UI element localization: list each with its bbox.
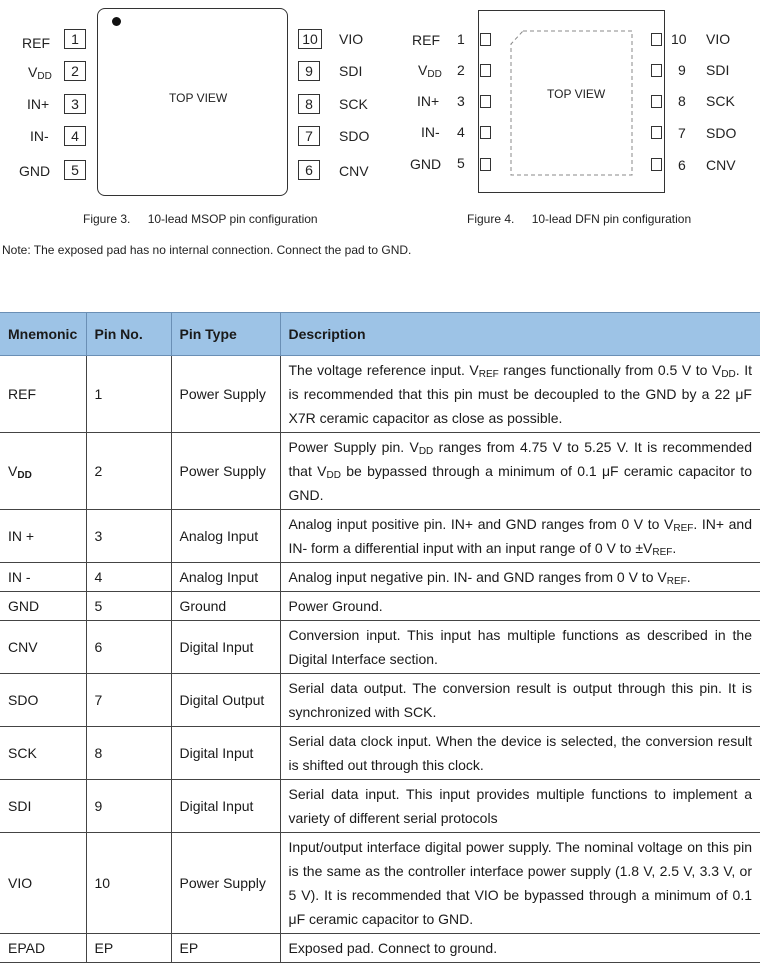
- msop-pin-label-gnd: GND: [19, 163, 51, 179]
- dfn-pin-number-1: 1: [457, 31, 465, 47]
- table-row: [0, 833, 760, 934]
- dfn-top-view-label: TOP VIEW: [547, 87, 606, 101]
- msop-pin-number-9: 9: [298, 61, 320, 81]
- msop-pin-number-4: 4: [64, 126, 86, 146]
- figure-4-number: Figure 4.: [467, 212, 515, 226]
- cell-pin: 6: [86, 621, 171, 674]
- subscript: REF: [478, 369, 499, 380]
- dfn-vdd-subscript: DD: [427, 69, 442, 80]
- dfn-pin-label-in-plus: IN+: [417, 93, 440, 109]
- dfn-pad-5: [480, 158, 491, 171]
- cell-type: Power Supply: [171, 356, 280, 433]
- dfn-pin-number-10: 10: [671, 31, 687, 47]
- dfn-pad-9: [651, 64, 662, 77]
- header-mnemonic: Mnemonic: [0, 313, 86, 356]
- cell-description: Serial data input. This input provides multiple functions to implement a variety of different serial protocols: [280, 780, 760, 833]
- dfn-pad-2: [480, 64, 491, 77]
- msop-pin-number-8: 8: [298, 94, 320, 114]
- cell-type: Analog Input: [171, 510, 280, 563]
- cell-pin: EP: [86, 934, 171, 963]
- cell-pin: 1: [86, 356, 171, 433]
- cell-description: Input/output interface digital power supply. The nominal voltage on this pin is the same as the controller interface power supply (1.8 V, 2.5 V, 3.3 V, or 5 V). It is recommended that VIO be bypassed through a minimum of 0.1 μF ceramic capacitor to GND.: [280, 833, 760, 934]
- dfn-pin-label-sdo: SDO: [706, 125, 737, 141]
- figure-3-number: Figure 3.: [83, 212, 131, 226]
- dfn-pin-number-3: 3: [457, 93, 465, 109]
- msop-pin-label-vdd: $V_{DD}$: [28, 64, 52, 82]
- dfn-pin-label-cnv: CNV: [706, 157, 736, 173]
- cell-mnemonic: SCK: [0, 727, 86, 780]
- msop-pin-label-sdo: SDO: [339, 128, 370, 144]
- cell-mnemonic: VIO: [0, 833, 86, 934]
- table-row: [0, 563, 760, 592]
- cell-description: Serial data clock input. When the device is selected, the conversion result is shifted out through this clock.: [280, 727, 760, 780]
- msop-vdd-subscript: DD: [37, 71, 52, 82]
- dfn-pin-label-sck: SCK: [706, 93, 735, 109]
- pin-description-table: [0, 312, 760, 963]
- dfn-pin-label-vdd: $V_{DD}$: [418, 62, 442, 80]
- cell-pin: 7: [86, 674, 171, 727]
- msop-pin-label-sdi: SDI: [339, 63, 363, 79]
- dfn-pin-label-in-minus: IN-: [421, 124, 440, 140]
- cell-type: Power Supply: [171, 433, 280, 510]
- cell-pin: 2: [86, 433, 171, 510]
- msop-pin-number-7: 7: [298, 126, 320, 146]
- table-header-row: [0, 313, 760, 356]
- dfn-pad-8: [651, 95, 662, 108]
- dfn-exposed-pad-outline: [505, 30, 637, 178]
- msop-pin-number-6: 6: [298, 160, 320, 180]
- cell-type: Ground: [171, 592, 280, 621]
- msop-pin-number-1: 1: [64, 29, 86, 49]
- cell-description: The voltage reference input. $V_{REF}$ ranges functionally from 0.5 V to $V_{DD}$. It is recommended that this pin must be decoupled to the GND by a 22 μF X7R ceramic capacitor as close as possible.: [280, 356, 760, 433]
- figure-3-caption: [83, 212, 318, 226]
- figure-3-title: 10-lead MSOP pin configuration: [147, 212, 318, 226]
- table-row: [0, 621, 760, 674]
- dfn-pin-number-8: 8: [678, 93, 686, 109]
- msop-top-view-label: TOP VIEW: [169, 91, 228, 105]
- subscript: REF: [673, 523, 694, 534]
- header-description: Description: [280, 313, 760, 356]
- dfn-pin-number-7: 7: [678, 125, 686, 141]
- cell-description: Exposed pad. Connect to ground.: [280, 934, 760, 963]
- cell-description: Power Supply pin. $V_{DD}$ ranges from 4.75 V to 5.25 V. It is recommended that $V_{DD}$ be bypassed through a minimum of 0.1 μF ceramic capacitor to GND.: [280, 433, 760, 510]
- table-row: [0, 592, 760, 621]
- cell-pin: 8: [86, 727, 171, 780]
- cell-description: Power Ground.: [280, 592, 760, 621]
- dfn-pin-label-sdi: SDI: [706, 62, 730, 78]
- msop-pin-label-in-minus: IN-: [30, 128, 49, 144]
- cell-type: Analog Input: [171, 563, 280, 592]
- msop-pin-label-sck: SCK: [339, 96, 368, 112]
- exposed-pad-note: Note: The exposed pad has no internal connection. Connect the pad to GND.: [2, 243, 412, 257]
- cell-pin: 10: [86, 833, 171, 934]
- subscript: DD: [326, 470, 341, 481]
- table-row: [0, 356, 760, 433]
- pin1-dot-icon: [112, 17, 121, 26]
- dfn-pad-4: [480, 126, 491, 139]
- cell-type: Digital Input: [171, 780, 280, 833]
- cell-description: Conversion input. This input has multiple functions as described in the Digital Interface section.: [280, 621, 760, 674]
- subscript: DD: [418, 446, 434, 457]
- figure-4-title: 10-lead DFN pin configuration: [531, 212, 692, 226]
- cell-mnemonic: IN -: [0, 563, 86, 592]
- subscript: REF: [666, 576, 687, 587]
- dfn-pad-6: [651, 158, 662, 171]
- cell-pin: 5: [86, 592, 171, 621]
- dfn-pin-number-2: 2: [457, 62, 465, 78]
- cell-mnemonic: REF: [0, 356, 86, 433]
- table-body: [0, 356, 760, 963]
- dfn-pad-3: [480, 95, 491, 108]
- figure-4-caption: [467, 212, 691, 226]
- cell-description: Analog input positive pin. IN+ and GND ranges from 0 V to $V_{REF}$. IN+ and IN- form a differential input with an input range of 0 V to $\pm V_{REF}$.: [280, 510, 760, 563]
- cell-mnemonic: CNV: [0, 621, 86, 674]
- cell-type: EP: [171, 934, 280, 963]
- cell-type: Digital Output: [171, 674, 280, 727]
- cell-type: Digital Input: [171, 727, 280, 780]
- table-row: [0, 510, 760, 563]
- msop-pin-label-ref: REF: [22, 35, 50, 51]
- cell-mnemonic: GND: [0, 592, 86, 621]
- table-row: [0, 934, 760, 963]
- cell-pin: 9: [86, 780, 171, 833]
- cell-mnemonic: IN +: [0, 510, 86, 563]
- cell-mnemonic: $V_{DD}$: [0, 433, 86, 510]
- cell-pin: 3: [86, 510, 171, 563]
- table-row: [0, 727, 760, 780]
- dfn-pin-label-vio: VIO: [706, 31, 731, 47]
- dfn-pin-number-5: 5: [457, 155, 465, 171]
- subscript: REF: [652, 547, 673, 558]
- cell-mnemonic: SDI: [0, 780, 86, 833]
- dfn-pad-7: [651, 126, 662, 139]
- table-row: [0, 674, 760, 727]
- msop-pin-number-3: 3: [64, 94, 86, 114]
- msop-pin-number-10: 10: [298, 29, 322, 49]
- dfn-pin-label-ref: REF: [412, 32, 440, 48]
- cell-type: Power Supply: [171, 833, 280, 934]
- msop-pin-number-5: 5: [64, 160, 86, 180]
- msop-pin-number-2: 2: [64, 61, 86, 81]
- table-row: [0, 433, 760, 510]
- msop-pin-label-vio: VIO: [339, 31, 364, 47]
- cell-description: Serial data output. The conversion result is output through this pin. It is synchronized with SCK.: [280, 674, 760, 727]
- header-pin-no: Pin No.: [86, 313, 171, 356]
- dfn-pad-10: [651, 33, 662, 46]
- msop-pin-label-in-plus: IN+: [27, 96, 50, 112]
- cell-type: Digital Input: [171, 621, 280, 674]
- dfn-pin-label-gnd: GND: [410, 156, 442, 172]
- header-pin-type: Pin Type: [171, 313, 280, 356]
- subscript: DD: [721, 369, 736, 380]
- dfn-pin-number-9: 9: [678, 62, 686, 78]
- msop-pin-label-cnv: CNV: [339, 163, 369, 179]
- dfn-pin-number-6: 6: [678, 157, 686, 173]
- table-row: [0, 780, 760, 833]
- dfn-pin-number-4: 4: [457, 124, 465, 140]
- vdd-subscript: DD: [17, 470, 32, 481]
- cell-pin: 4: [86, 563, 171, 592]
- dfn-pad-1: [480, 33, 491, 46]
- cell-mnemonic: EPAD: [0, 934, 86, 963]
- cell-description: Analog input negative pin. IN- and GND ranges from 0 V to $V_{REF}$.: [280, 563, 760, 592]
- cell-mnemonic: SDO: [0, 674, 86, 727]
